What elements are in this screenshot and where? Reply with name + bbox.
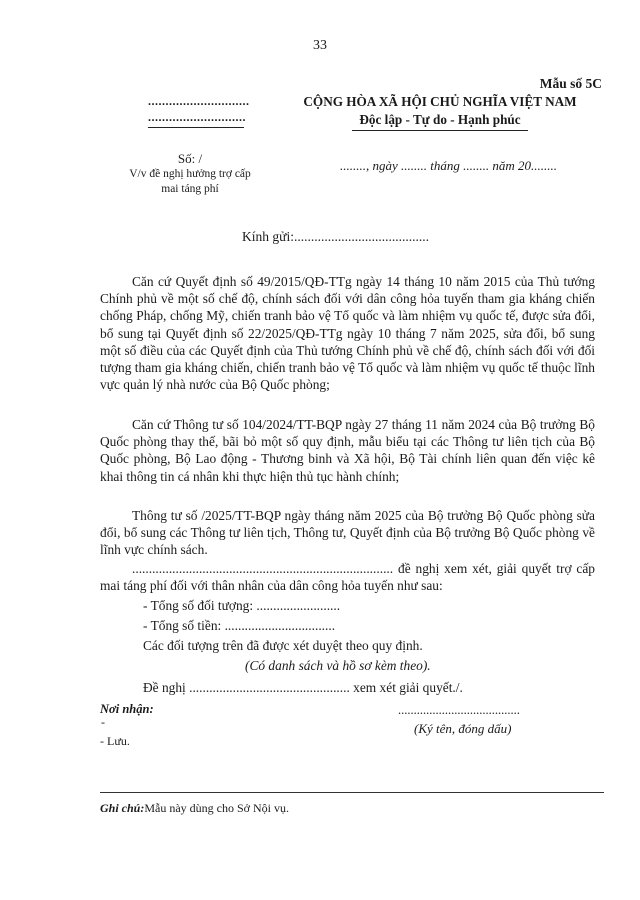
issuing-agency-line-1: ............................. [148, 94, 250, 108]
attached-note: (Có danh sách và hồ sơ kèm theo). [245, 658, 431, 673]
recipients-label: Nơi nhận: [100, 702, 154, 716]
paragraph-legal-basis-3: Thông tư số /2025/TT-BQP ngày tháng năm 2025 của Bộ trưởng Bộ Quốc phòng sửa đổi, bổ sung các Thông tư liên tịch, Thông tư, Quyết định của Bộ trưởng Bộ Quốc phòng về lĩnh vực chính sách. [100, 508, 595, 558]
national-motto: Độc lập - Tự do - Hạnh phúc [359, 112, 521, 127]
total-amount-line: - Tổng số tiền: ................................. [143, 618, 336, 633]
date-line: ........, ngày ........ tháng ........ năm 20........ [340, 158, 558, 173]
subject-line-2: mai táng phí [161, 183, 219, 195]
approved-note: Các đối tượng trên đã được xét duyệt theo quy định. [143, 638, 423, 653]
signature-placeholder: ....................................... [398, 703, 520, 717]
page-number: 33 [313, 38, 327, 53]
footer-divider [100, 792, 604, 793]
subject-line-1: V/v đề nghị hưởng trợ cấp [129, 168, 251, 180]
request-line: Đề nghị ................................................ xem xét giải quyết./. [143, 680, 463, 695]
footer-note [100, 801, 289, 816]
paragraph-legal-basis-2: Căn cứ Thông tư số 104/2024/TT-BQP ngày 27 tháng 11 năm 2024 của Bộ trưởng Bộ Quốc phòng thay thế, bãi bỏ một số quy định, mẫu biểu tại các Thông tư liên tịch của Bộ Quốc phòng, Bộ Lao động - Thương binh và Xã hội, Bộ Tài chính liên quan đến việc kê khai thông tin cá nhân khi thực hiện thủ tục hành chính; [100, 417, 595, 484]
recipient-line: Kính gửi:........................................ [242, 229, 429, 244]
footer-note-label: Ghi chú: [100, 801, 145, 815]
motto-underline [352, 130, 528, 131]
national-title: CỘNG HÒA XÃ HỘI CHỦ NGHĨA VIỆT NAM [303, 94, 577, 109]
recipients-item-1: - [101, 715, 105, 729]
footer-note-text: Mẫu này dùng cho Sở Nội vụ. [144, 801, 290, 815]
document-number: Số: / [177, 151, 203, 166]
paragraph-request: .............................................................................. đề nghị xem xét, giải quyết trợ cấp mai táng phí đối với thân nhân của dân công hỏa tuyến như sau: [100, 561, 595, 594]
form-code: Mẫu số 5C [539, 76, 602, 91]
agency-underline [148, 127, 244, 128]
issuing-agency-line-2: ............................ [148, 110, 246, 124]
paragraph-legal-basis-1: Căn cứ Quyết định số 49/2015/QĐ-TTg ngày 14 tháng 10 năm 2015 của Thủ tướng Chính phủ về một số chế độ, chính sách đối với dân công hỏa tuyến tham gia kháng chiến chống Pháp, chống Mỹ, chiến tranh bảo vệ Tổ quốc và làm nhiệm vụ quốc tế, được sửa đổi, bổ sung tại Quyết định số 22/2025/QĐ-TTg ngày 10 tháng 7 năm 2025, sửa đổi, bổ sung một số điều của các Quyết định của Thủ tướng Chính phủ về chế độ, chính sách đối với đối tượng tham gia kháng chiến, chiến tranh bảo vệ Tổ quốc và làm nhiệm vụ quốc tế thuộc lĩnh vực quản lý nhà nước của Bộ Quốc phòng; [100, 274, 595, 393]
document-subject [110, 167, 270, 197]
recipients-item-archive: - Lưu. [100, 734, 130, 748]
total-subjects-line: - Tổng số đối tượng: ......................... [143, 598, 341, 613]
signature-note: (Ký tên, đóng dấu) [414, 721, 512, 736]
